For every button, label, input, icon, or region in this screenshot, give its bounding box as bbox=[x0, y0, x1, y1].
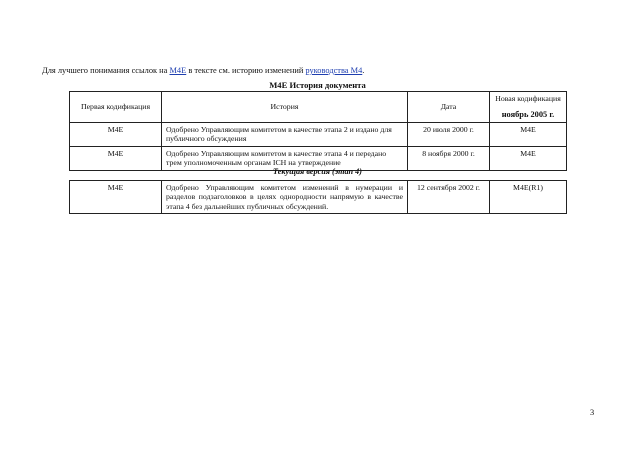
header-codification: Первая кодификация bbox=[70, 92, 162, 123]
row-date: 12 сентября 2002 г. bbox=[408, 181, 490, 214]
table-header-row bbox=[70, 92, 567, 123]
intro-suffix: . bbox=[362, 66, 365, 75]
row-code: M4E bbox=[70, 123, 162, 147]
intro-paragraph bbox=[42, 66, 602, 76]
history-title: M4E История документа bbox=[269, 80, 366, 90]
m4-guide-link[interactable]: руководства M4 bbox=[305, 66, 363, 75]
history-table bbox=[69, 91, 567, 171]
table-row bbox=[70, 123, 567, 147]
row-new-code: M4E bbox=[490, 146, 567, 170]
row-history: Одобрено Управляющим комитетом в качестве этапа 2 и издано для публичного обсуждения bbox=[162, 123, 408, 147]
page-number: 3 bbox=[590, 408, 595, 417]
row-code: M4E bbox=[70, 146, 162, 170]
intro-middle: в тексте см. историю изменений bbox=[186, 66, 306, 75]
table-row bbox=[70, 181, 567, 214]
m4e-link[interactable]: M4E bbox=[169, 66, 187, 75]
header-new-codification bbox=[490, 92, 567, 123]
header-new-codification-date: ноябрь 2005 г. bbox=[501, 110, 555, 119]
row-date: 20 июля 2000 г. bbox=[408, 123, 490, 147]
row-history: Одобрено Управляющим комитетом изменений в нумерации и разделов подзаголовков в целях однородности напрямую в качестве этапа 4 без дальнейших публичных обсуждений. bbox=[162, 181, 408, 214]
header-new-codification-label: Новая кодификация bbox=[495, 94, 561, 103]
header-date: Дата bbox=[408, 92, 490, 123]
current-version-label: Текущая версия (этап 4) bbox=[273, 167, 362, 176]
current-version-table bbox=[69, 180, 567, 214]
row-new-code: M4E bbox=[490, 123, 567, 147]
intro-prefix: Для лучшего понимания ссылок на bbox=[42, 66, 170, 75]
row-new-code: M4E(R1) bbox=[490, 181, 567, 214]
row-code: M4E bbox=[70, 181, 162, 214]
header-history: История bbox=[162, 92, 408, 123]
row-history: Одобрено Управляющим комитетом в качестве этапа 4 и передано трем уполномоченным органам ICH на утверждение bbox=[162, 146, 408, 170]
row-date: 8 ноября 2000 г. bbox=[408, 146, 490, 170]
